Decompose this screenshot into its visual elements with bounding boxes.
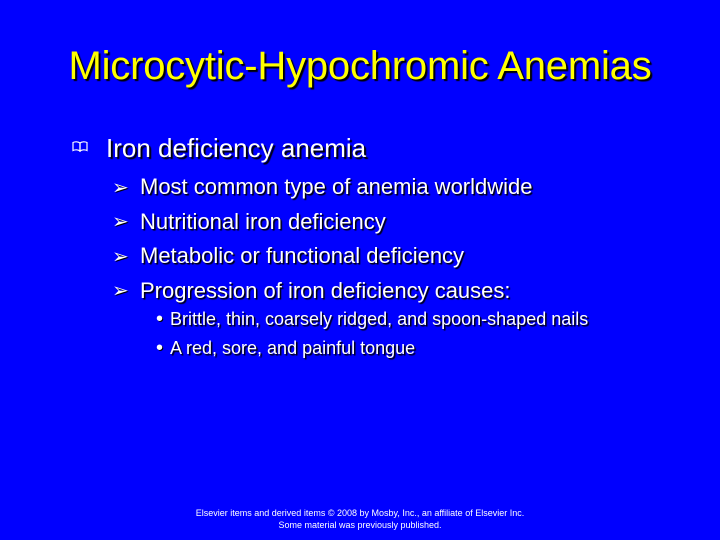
dot-bullet-icon: •: [156, 308, 164, 330]
arrow-bullet-icon: ➢: [112, 176, 129, 199]
main-bullet-item: [72, 131, 366, 165]
sub-bullet-item: [112, 274, 533, 309]
book-bullet-icon: [72, 139, 106, 157]
sub-sub-bullet-item: [156, 334, 588, 363]
sub-bullet-text: Progression of iron deficiency causes:: [140, 277, 511, 303]
footer-line-2: Some material was previously published.: [278, 520, 442, 530]
slide-title: Microcytic-Hypochromic Anemias: [68, 44, 652, 88]
footer-line-1: Elsevier items and derived items © 2008 by Mosby, Inc., an affiliate of Elsevier Inc.: [195, 508, 525, 518]
sub-sub-bullet-text: A red, sore, and painful tongue: [170, 338, 416, 358]
sub-bullet-text: Nutritional iron deficiency: [140, 208, 386, 234]
sub-sub-bullet-text: Brittle, thin, coarsely ridged, and spoon-shaped nails: [170, 309, 589, 329]
sub-bullet-text: Most common type of anemia worldwide: [140, 174, 533, 200]
arrow-bullet-icon: ➢: [112, 280, 129, 303]
arrow-bullet-icon: ➢: [112, 211, 129, 234]
sub-bullet-text: Metabolic or functional deficiency: [140, 243, 465, 269]
copyright-footer: [0, 507, 720, 531]
main-bullet-text: Iron deficiency anemia: [106, 132, 367, 163]
sub-bullet-list: [112, 170, 533, 308]
sub-bullet-item: [112, 170, 533, 205]
sub-sub-bullet-item: [156, 305, 588, 334]
sub-bullet-item: [112, 205, 533, 240]
arrow-bullet-icon: ➢: [112, 245, 129, 268]
dot-bullet-icon: •: [156, 337, 164, 359]
sub-bullet-item: [112, 239, 533, 274]
sub-sub-bullet-list: [156, 305, 588, 363]
